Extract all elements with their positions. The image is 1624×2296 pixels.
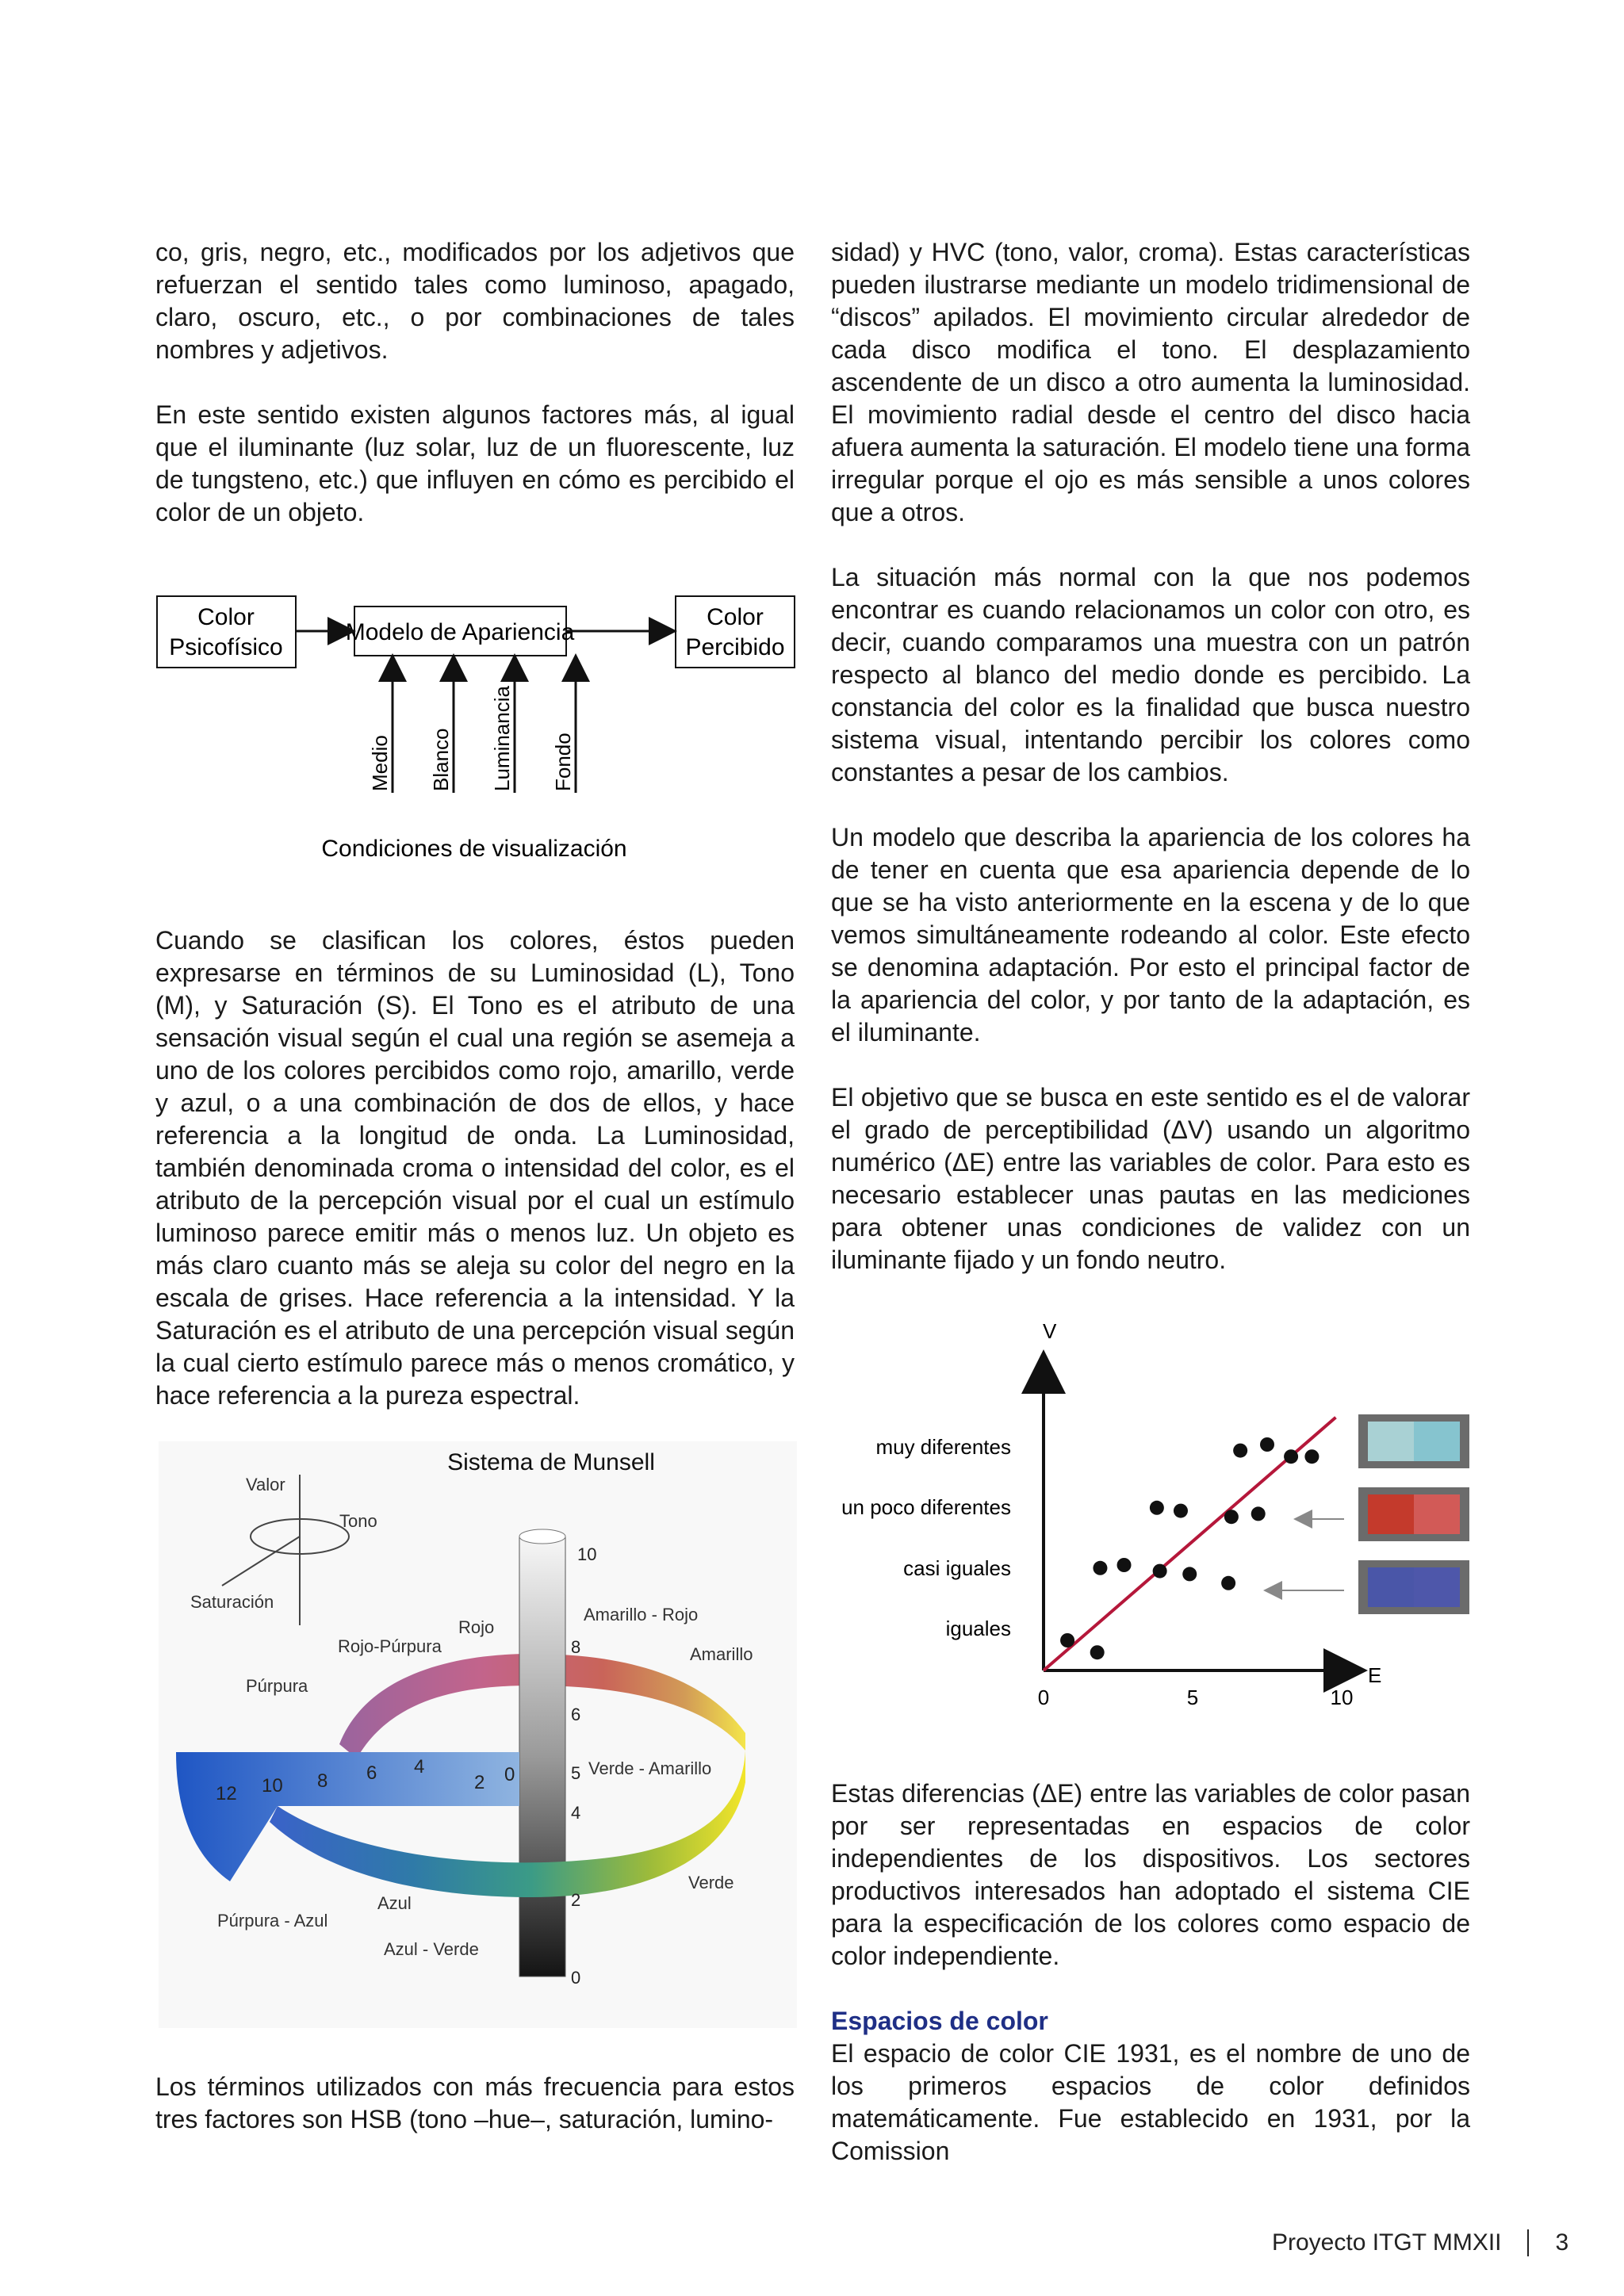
- value-tick: 0: [571, 1968, 581, 1988]
- hue-label: Amarillo: [690, 1644, 753, 1664]
- value-tick: 5: [571, 1763, 581, 1783]
- input-label: Medio: [368, 735, 392, 791]
- data-point: [1182, 1567, 1197, 1581]
- category-label: muy diferentes: [875, 1435, 1011, 1459]
- valor-label: Valor: [246, 1475, 285, 1494]
- data-point: [1060, 1633, 1074, 1647]
- data-point: [1153, 1564, 1167, 1578]
- data-point: [1117, 1558, 1132, 1572]
- swatch-left: [1368, 1494, 1414, 1534]
- paragraph: Cuando se clasifican los colores, éstos pueden expresarse en términos de su Luminosidad (L), Tono (M), y Saturación (S). El Tono es el atributo de una sensación visual según el cual una región se asemeja a uno de los colores percibidos como rojo, amarillo, verde y azul, o a una combinación de dos de ellos, y hace referencia a la longitud de onda. La Luminosidad, también denominada croma o intensidad del color, es el atributo de la percepción visual por el cual un estímulo luminoso parece emitir más o menos luz. Un objeto es más claro cuanto más se aleja su color del negro en la escala de grises. Hace referencia a la intensidad. Y la Saturación es el atributo de una percepción visual según la cual cierto estímulo parece más o menos cromático, y hace referencia a la pureza espectral.: [155, 926, 795, 1410]
- data-point: [1224, 1510, 1239, 1524]
- paragraph: La situación más normal con la que nos podemos encontrar es cuando relacionamos un color con otro, es decir, cuando comparamos una muestra con un patrón respecto al blanco del medio donde es percibido. La constancia del color es la finalidad que busca nuestro sistema visual, intentando percibir los colores como constantes a pesar de los cambios.: [831, 563, 1470, 786]
- paragraph: Un modelo que describa la apariencia de los colores ha de tener en cuenta que esa apariencia depende de lo que se ha visto anteriormente en la escena y de lo que vemos simultáneamente rodeando al color. Este efecto se denomina adaptación. Por esto el principal factor de la apariencia del color, y por tanto de la adaptación, es el iluminante.: [831, 823, 1470, 1047]
- hue-label: Púrpura: [246, 1676, 308, 1696]
- munsell-title: Sistema de Munsell: [447, 1449, 655, 1475]
- hue-label: Verde: [688, 1873, 734, 1892]
- right-column-bottom: [831, 1777, 1470, 2168]
- value-tick: 10: [577, 1544, 597, 1564]
- data-point: [1233, 1444, 1247, 1458]
- swatch-right: [1414, 1567, 1460, 1607]
- model-box-label: Modelo de Apariencia: [345, 619, 575, 645]
- swatch-right: [1414, 1494, 1460, 1534]
- perceptibility-chart: [829, 1316, 1479, 1720]
- saturacion-label: Saturación: [190, 1592, 274, 1612]
- input-label: Fondo: [551, 733, 575, 791]
- data-point: [1093, 1561, 1107, 1575]
- data-point: [1090, 1645, 1105, 1659]
- chroma-tick: 0: [504, 1764, 515, 1785]
- data-point: [1221, 1576, 1235, 1590]
- value-tick: 2: [571, 1890, 581, 1910]
- swatch-right: [1414, 1422, 1460, 1461]
- category-label: casi iguales: [903, 1556, 1011, 1580]
- data-point: [1304, 1449, 1319, 1464]
- hue-label: Verde - Amarillo: [588, 1758, 712, 1778]
- input-label: Luminancia: [490, 686, 514, 791]
- hue-label: Rojo: [458, 1617, 495, 1637]
- x-axis-label: E: [1368, 1663, 1382, 1687]
- hue-label: Púrpura - Azul: [217, 1911, 328, 1931]
- swatch-left: [1368, 1422, 1414, 1461]
- diagram-caption: Condiciones de visualización: [321, 836, 627, 862]
- category-label: iguales: [945, 1617, 1011, 1640]
- page-footer: [1272, 2229, 1568, 2256]
- data-point: [1260, 1437, 1274, 1452]
- paragraph: Los términos utilizados con más frecuencia para estos tres factores son HSB (tono –hue–, saturación, lumino-: [155, 2072, 795, 2133]
- data-point: [1251, 1506, 1266, 1521]
- y-axis-label: V: [1043, 1319, 1057, 1343]
- chroma-tick: 2: [474, 1772, 485, 1793]
- hue-label: Azul: [377, 1893, 412, 1913]
- right-column: [831, 236, 1470, 1276]
- input-label: Blanco: [429, 728, 453, 791]
- paragraph: El espacio de color CIE 1931, es el nombre de uno de los primeros espacios de color definidos matemáticamente. Fue establecido en 1931, por la Comission: [831, 2039, 1470, 2165]
- x-tick: 5: [1186, 1686, 1199, 1709]
- left-column-middle: [155, 924, 795, 1412]
- data-point: [1284, 1449, 1298, 1464]
- output-box-line2: Percibido: [685, 634, 785, 660]
- input-box-line2: Psicofísico: [169, 634, 283, 660]
- value-tick: 4: [571, 1803, 581, 1823]
- left-column-bottom: [155, 2071, 795, 2136]
- x-tick: 0: [1037, 1686, 1050, 1709]
- appearance-model-diagram: [151, 579, 801, 872]
- chroma-tick: 12: [216, 1783, 237, 1804]
- tono-label: Tono: [339, 1511, 377, 1531]
- data-point: [1150, 1501, 1164, 1515]
- chroma-tick: 8: [317, 1770, 328, 1792]
- chroma-tick: 4: [414, 1756, 425, 1777]
- paragraph: co, gris, negro, etc., modificados por los adjetivos que refuerzan el sentido tales como luminoso, apagado, claro, oscuro, etc., o por combinaciones de tales nombres y adjetivos.: [155, 238, 795, 364]
- paragraph: En este sentido existen algunos factores más, al igual que el iluminante (luz solar, luz de un fluorescente, luz de tungsteno, etc.) que influyen en cómo es percibido el color de un objeto.: [155, 400, 795, 526]
- page-number: 3: [1555, 2229, 1569, 2256]
- munsell-figure: [159, 1441, 797, 2028]
- footer-title: Proyecto ITGT MMXII: [1272, 2229, 1502, 2256]
- data-points: [1060, 1437, 1319, 1659]
- paragraph: sidad) y HVC (tono, valor, croma). Estas características pueden ilustrarse mediante un modelo tridimensional de “discos” apilados. El movimiento circular alrededor de cada disco modifica el tono. El desplazamiento ascendente de un disco a otro aumenta la luminosidad. El movimiento radial desde el centro del disco hacia afuera aumenta la saturación. El modelo tiene una forma irregular porque el ojo es más sensible a unos colores que a otros.: [831, 238, 1470, 526]
- value-tick: 8: [571, 1637, 581, 1657]
- input-box-line1: Color: [197, 604, 255, 630]
- data-point: [1174, 1504, 1188, 1518]
- footer-divider: [1527, 2229, 1529, 2256]
- output-box-line1: Color: [707, 604, 764, 630]
- value-tick: 6: [571, 1705, 581, 1724]
- swatch-left: [1368, 1567, 1414, 1607]
- paragraph: Estas diferencias (ΔE) entre las variables de color pasan por ser representadas en espacios de color independientes de los dispositivos. Los sectores productivos interesados han adoptado el sistema CIE para la especificación de los colores como espacio de color independiente.: [831, 1779, 1470, 1970]
- hue-label: Rojo-Púrpura: [338, 1636, 442, 1656]
- section-heading: Espacios de color: [831, 2007, 1048, 2035]
- hue-label: Amarillo - Rojo: [584, 1605, 699, 1624]
- cylinder-top: [519, 1529, 565, 1544]
- paragraph: El objetivo que se busca en este sentido es el de valorar el grado de perceptibilidad (ΔV) usando un algoritmo numérico (ΔE) entre las variables de color. Para esto es necesario establecer unas pautas en las mediciones para obtener unas condiciones de validez con un iluminante fijado y un fondo neutro.: [831, 1083, 1470, 1274]
- x-tick: 10: [1330, 1686, 1354, 1709]
- category-label: un poco diferentes: [841, 1495, 1011, 1519]
- chroma-tick: 6: [366, 1762, 377, 1784]
- hue-label: Azul - Verde: [384, 1939, 479, 1959]
- value-cylinder: [519, 1536, 565, 1976]
- left-column: [155, 236, 795, 529]
- chroma-tick: 10: [262, 1775, 283, 1797]
